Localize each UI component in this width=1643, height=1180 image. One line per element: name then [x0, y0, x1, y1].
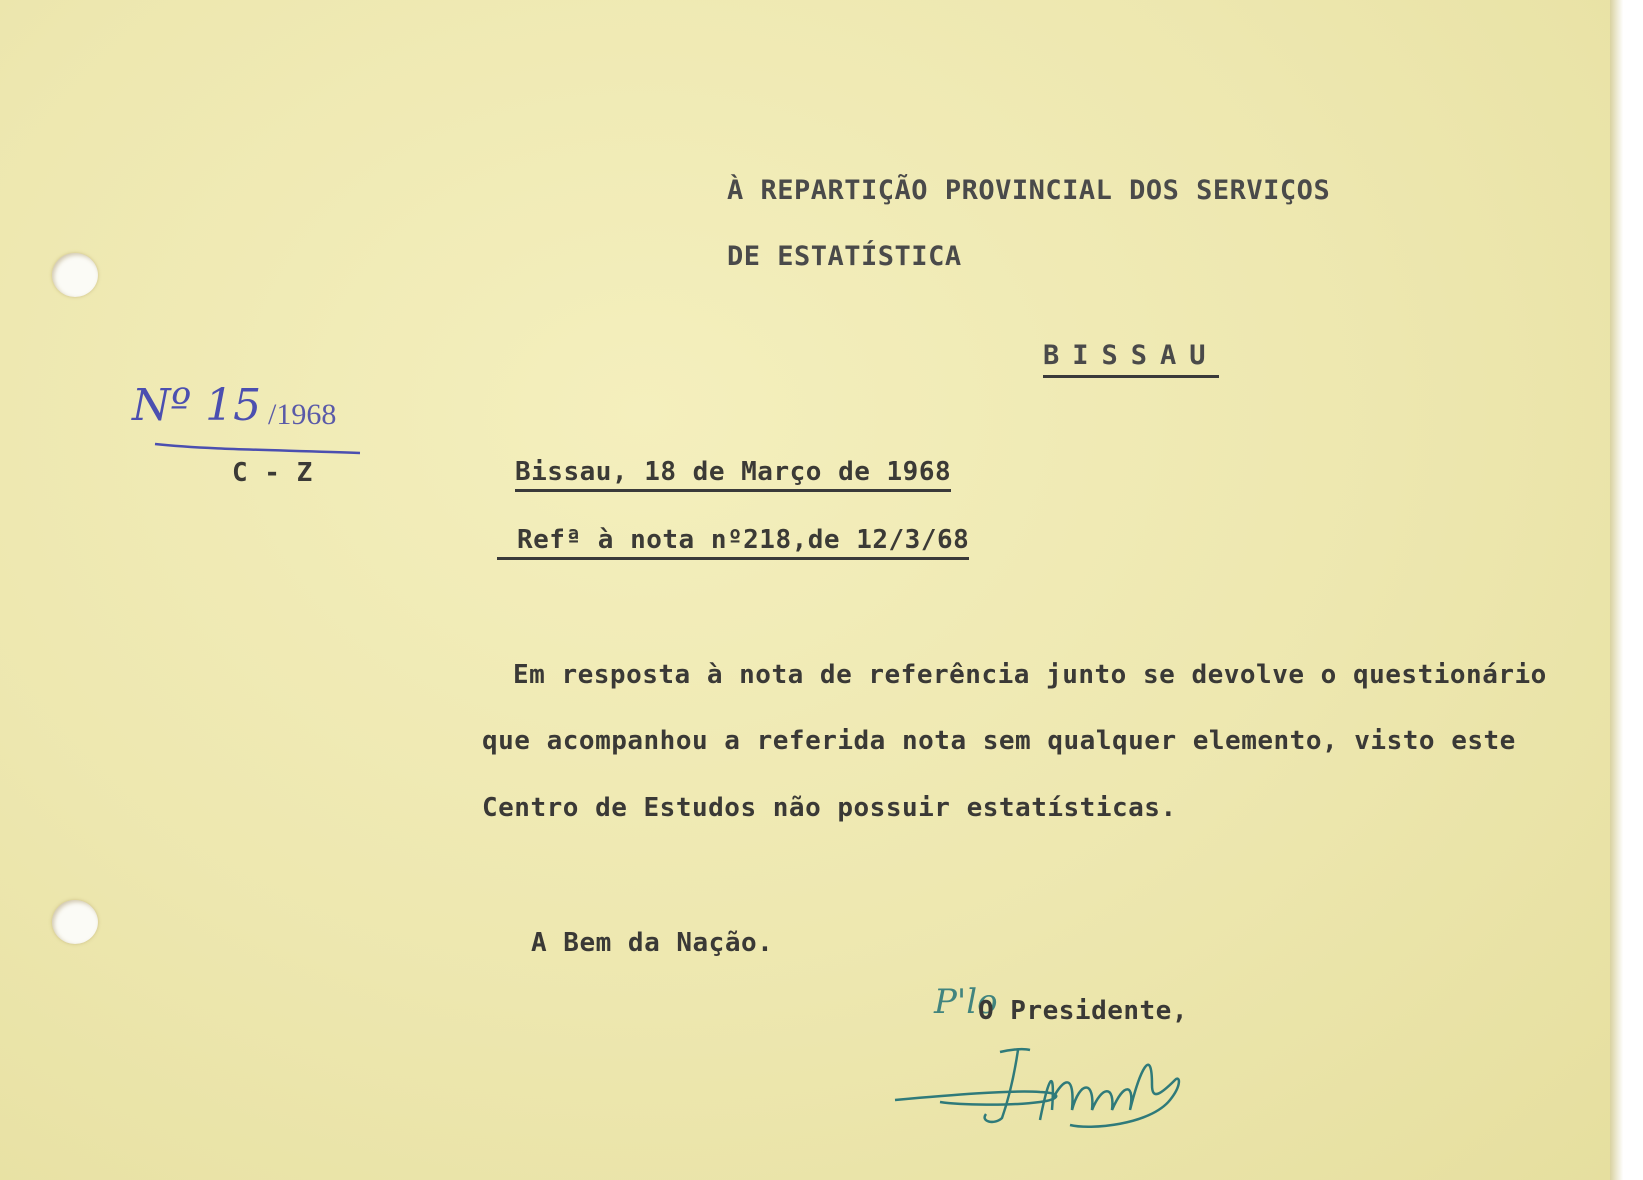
addressee-line-2: DE ESTATÍSTICA [727, 241, 962, 272]
scan-edge [1610, 0, 1643, 1180]
body-line-1: Em resposta à nota de referência junto se devolve o questionário [513, 660, 1547, 690]
signature [890, 1040, 1230, 1140]
per-order-handwritten: P'lo [934, 982, 998, 1022]
addressee-line-1: À REPARTIÇÃO PROVINCIAL DOS SERVIÇOS [727, 175, 1331, 206]
body-line-3: Centro de Estudos não possuir estatísticas. [482, 793, 1177, 823]
body-line-2: que acompanhou a referida nota sem qualquer elemento, visto este [482, 726, 1516, 756]
file-code: C - Z [232, 458, 313, 488]
file-year: /1968 [268, 398, 337, 431]
addressee-city: BISSAU [1043, 340, 1219, 378]
signatory-title: O Presidente, [978, 996, 1188, 1026]
file-number: Nº 15 [132, 380, 262, 431]
date-line: Bissau, 18 de Março de 1968 [515, 457, 951, 492]
reference-line: Refª à nota nº218,de 12/3/68 [497, 525, 969, 560]
closing-salutation: A Bem da Nação. [531, 928, 774, 958]
punch-hole-top [52, 253, 98, 297]
file-ref-underline [150, 438, 365, 458]
punch-hole-bottom [52, 900, 98, 944]
